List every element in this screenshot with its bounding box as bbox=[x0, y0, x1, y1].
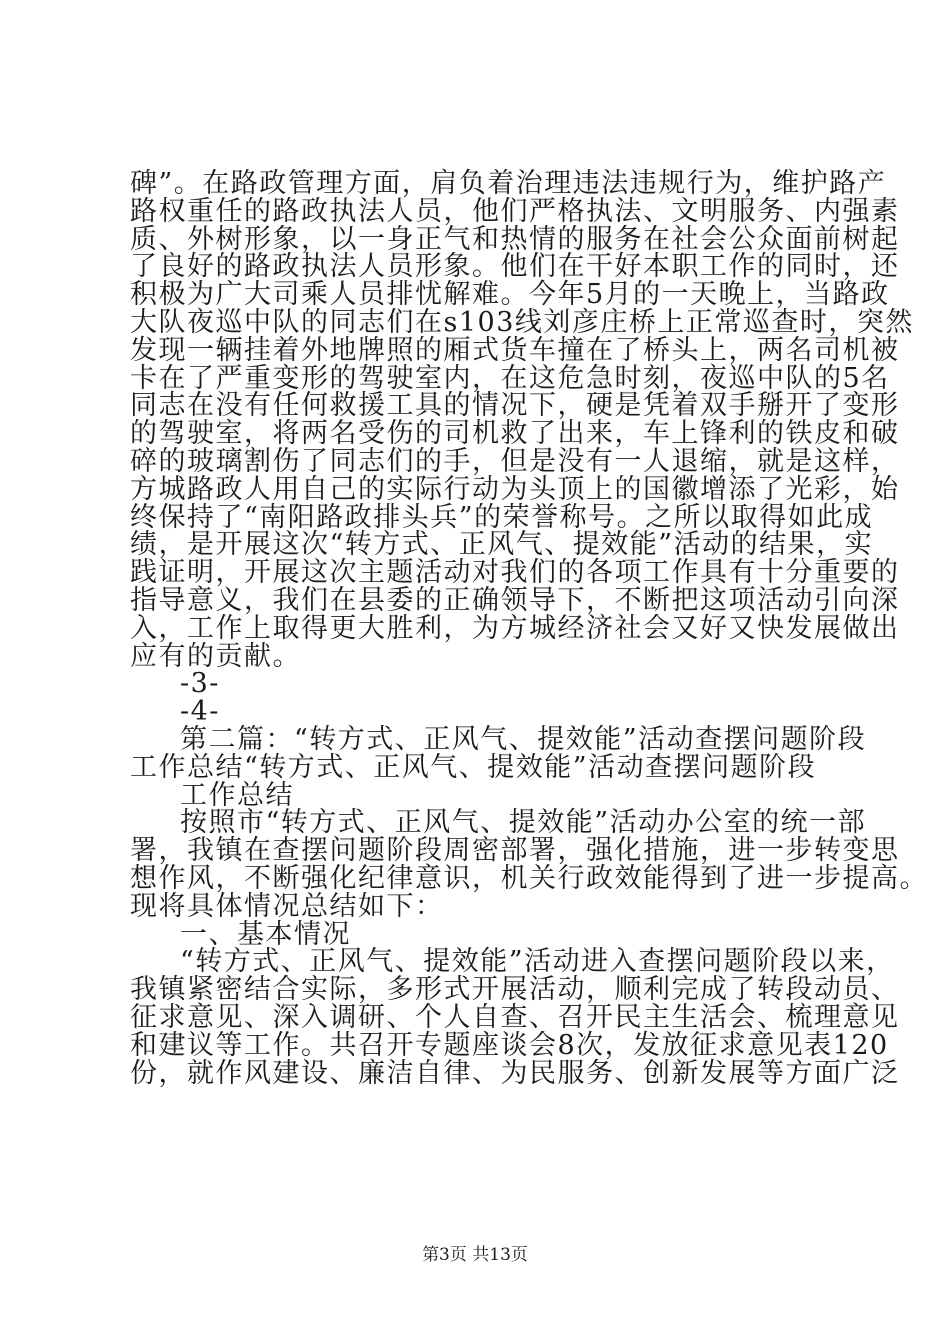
paragraph-line: 碎的玻璃割伤了同志们的手，但是没有一人退缩，就是这样， bbox=[130, 446, 900, 477]
paragraph-line: “转方式、正风气、提效能”活动进入查摆问题阶段以来， bbox=[180, 946, 895, 978]
paragraph-line: 践证明，开展这次主题活动对我们的各项工作具有十分重要的 bbox=[130, 557, 900, 589]
paragraph-line: 署，我镇在查摆问题阶段周密部署，强化措施，进一步转变思 bbox=[130, 835, 900, 867]
page-marker: -3- bbox=[180, 668, 220, 700]
page-marker: -4- bbox=[180, 696, 220, 728]
section-title: 第二篇：“转方式、正风气、提效能”活动查摆问题阶段 bbox=[180, 724, 867, 755]
paragraph-line: 了良好的路政执法人员形象。他们在干好本职工作的同时，还 bbox=[130, 251, 900, 283]
paragraph-line: 按照市“转方式、正风气、提效能”活动办公室的统一部 bbox=[180, 807, 867, 839]
paragraph-line: 的驾驶室，将两名受伤的司机救了出来，车上锋利的铁皮和破 bbox=[130, 418, 900, 450]
paragraph-line: 同志在没有任何救援工具的情况下，硬是凭着双手掰开了变形 bbox=[130, 390, 900, 422]
paragraph-line: 质、外树形象，以一身正气和热情的服务在社会公众面前树起 bbox=[130, 223, 900, 255]
paragraph-line: 和建议等工作。共召开专题座谈会8次，发放征求意见表120 bbox=[130, 1029, 889, 1061]
paragraph-line: 应有的贡献。 bbox=[130, 640, 301, 672]
paragraph-line: 终保持了“南阳路政排头兵”的荣誉称号。之所以取得如此成 bbox=[130, 501, 874, 533]
paragraph-line: 份，就作风建设、廉洁自律、为民服务、创新发展等方面广泛 bbox=[130, 1057, 900, 1089]
paragraph-line: 想作风，不断强化纪律意识，机关行政效能得到了进一步提高。 bbox=[130, 863, 928, 894]
section-title: 工作总结“转方式、正风气、提效能”活动查摆问题阶段 bbox=[130, 751, 817, 783]
paragraph-line: 现将具体情况总结如下： bbox=[130, 890, 444, 922]
section-heading: 一、基本情况 bbox=[180, 918, 351, 950]
paragraph-line: 指导意义，我们在县委的正确领导下，不断把这项活动引向深 bbox=[130, 585, 900, 616]
paragraph-line: 碑”。在路政管理方面，肩负着治理违法违规行为，维护路产 bbox=[130, 168, 887, 199]
paragraph-line: 方城路政人用自己的实际行动为头顶上的国徽增添了光彩，始 bbox=[130, 473, 900, 505]
paragraph-line: 路权重任的路政执法人员，他们严格执法、文明服务、内强素 bbox=[130, 195, 900, 227]
paragraph-line: 发现一辆挂着外地牌照的厢式货车撞在了桥头上，两名司机被 bbox=[130, 334, 900, 366]
paragraph-line: 征求意见、深入调研、个人自查、召开民主生活会、梳理意见 bbox=[130, 1002, 900, 1033]
section-title: 工作总结 bbox=[180, 779, 294, 811]
paragraph-line: 卡在了严重变形的驾驶室内，在这危急时刻，夜巡中队的5名 bbox=[130, 362, 890, 394]
paragraph-line: 绩，是开展这次“转方式、正风气、提效能”活动的结果，实 bbox=[130, 529, 874, 561]
paragraph-line: 积极为广大司乘人员排忧解难。今年5月的一天晚上，当路政 bbox=[130, 279, 890, 311]
paragraph-line: 我镇紧密结合实际，多形式开展活动，顺利完成了转段动员、 bbox=[130, 974, 900, 1006]
paragraph-line: 大队夜巡中队的同志们在s103线刘彦庄桥上正常巡查时，突然 bbox=[130, 307, 914, 338]
page-footer: 第3页 共13页 bbox=[422, 1245, 528, 1265]
paragraph-line: 入，工作上取得更大胜利，为方城经济社会又好又快发展做出 bbox=[130, 612, 900, 644]
